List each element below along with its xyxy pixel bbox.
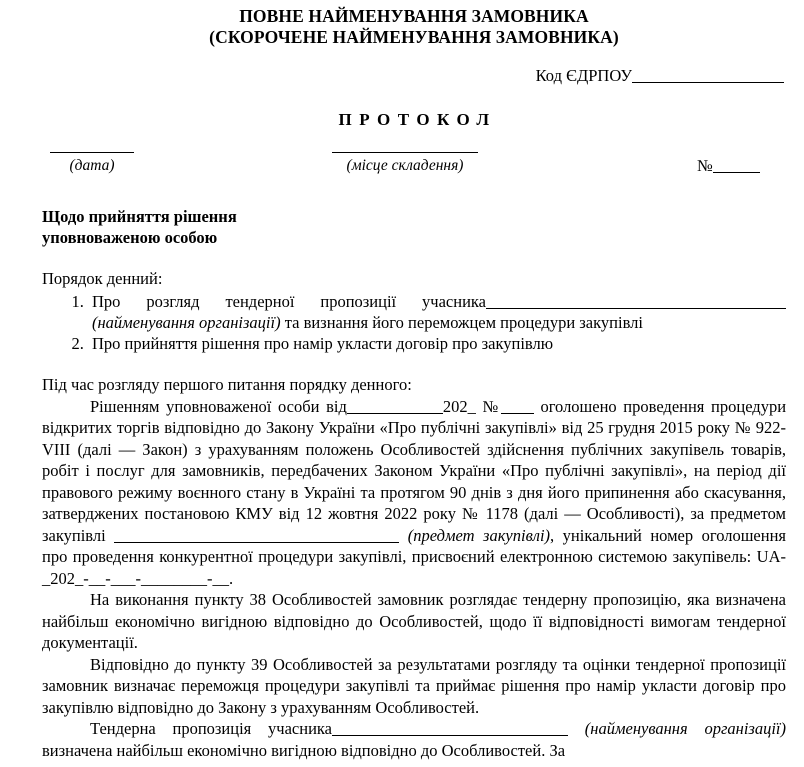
first-question-lead: Під час розгляду першого питання порядку денного: [42, 375, 412, 394]
agenda-list [42, 291, 786, 354]
procurement-subject-note: (предмет закупівлі) [407, 525, 551, 545]
procurement-subject-blank[interactable] [114, 526, 399, 543]
agenda-item-1-text-before: Про розгляд тендерної пропозиції учасника [92, 292, 486, 311]
decision-number-symbol: № [482, 396, 501, 416]
tender-offer-text-part-1: Тендерна пропозиція учасника [90, 719, 332, 738]
agenda-item-2-text: Про прийняття рішення про намір укласти договір про закупівлю [92, 334, 554, 353]
tender-offer-paragraph [42, 718, 786, 761]
decision-paragraph [42, 396, 786, 590]
date-caption: (дата) [69, 157, 115, 174]
decision-date-blank[interactable] [347, 397, 443, 414]
edrpou-blank-field[interactable] [632, 66, 784, 83]
subject-heading [42, 206, 786, 248]
organisation-title [42, 0, 786, 48]
decision-text-part-3: , унікальний номер оголошення про проведення конкурентної процедури закупівлі, присвоєний електронною системою закупівель: [42, 525, 787, 566]
clause-39-paragraph: Відповідно до пункту 39 Особливостей за результатами розгляду та оцінки тендерної пропозиції замовник визначає переможця процедури закупівлі та приймає рішення про намір укласти договір про закупівлю відповідно до Закону з урахуванням Особливостей. [42, 654, 786, 717]
agenda-item-1-participant-blank[interactable] [486, 292, 786, 309]
document-type-heading: ПРОТОКОЛ [338, 110, 497, 129]
edrpou-label: Код ЄДРПОУ [535, 66, 632, 85]
agenda-item-2 [88, 333, 786, 354]
document-body [42, 0, 786, 761]
agenda-lead: Порядок денний: [42, 269, 163, 288]
tender-offer-text-part-2: визначена найбільш економічно вигідною відповідно до Особливостей. За [42, 740, 566, 760]
agenda-item-1 [88, 291, 786, 333]
subject-heading-line-2: уповноваженою особою [42, 228, 218, 247]
ua-announcement-code: UA-_202_-__-___-________-__. [42, 547, 786, 588]
document-number-group[interactable] [697, 156, 760, 176]
agenda-item-1-text-after: та визнання його переможцем процедури закупівлі [280, 313, 643, 332]
tender-offer-italic-note: (найменування організації) [584, 719, 786, 738]
date-field-group[interactable] [50, 152, 134, 175]
place-caption: (місце складення) [346, 157, 464, 174]
decision-text-part-1: Рішенням уповноваженої особи від [90, 396, 347, 416]
place-field-group[interactable] [332, 152, 478, 175]
document-meta-row [42, 152, 786, 198]
decision-text-part-2: оголошено проведення процедури відкритих торгів відповідно до Закону України «Про публічні закупівлі» від 25 грудня 2015 року № 922-VIII (далі — Закон) з урахуванням положень Особливостей здійснення публічних закупівель товарів, робіт і послуг для замовників, передбачених Законом України «Про публічні закупівлі», на період дії правового режиму воєнного стану в Україні та протягом 90 днів з дня його припинення або скасування, затверджених постановою КМУ від 12 жовтня 2022 року № 1178 (далі — Особливості), за предметом закупівлі [42, 396, 787, 545]
organisation-title-line-1: ПОВНЕ НАЙМЕНУВАННЯ ЗАМОВНИКА [239, 6, 589, 26]
edrpou-row [42, 66, 786, 86]
tender-offer-participant-blank[interactable] [332, 719, 568, 736]
organisation-title-line-2: (СКОРОЧЕНЕ НАЙМЕНУВАННЯ ЗАМОВНИКА) [209, 27, 619, 47]
decision-number-blank[interactable] [501, 397, 534, 414]
decision-year: 202_ [442, 396, 476, 416]
number-symbol: № [697, 156, 713, 175]
clause-38-paragraph: На виконання пункту 38 Особливостей замовник розглядає тендерну пропозицію, яка визначена найбільш економічно вигідною відповідно до Особливостей, щодо її відповідності вимогам тендерної документації. [42, 590, 786, 652]
document-number-blank[interactable] [713, 156, 760, 173]
agenda-item-1-italic-note: (найменування організації) [92, 313, 281, 332]
subject-heading-line-1: Щодо прийняття рішення [42, 207, 237, 226]
